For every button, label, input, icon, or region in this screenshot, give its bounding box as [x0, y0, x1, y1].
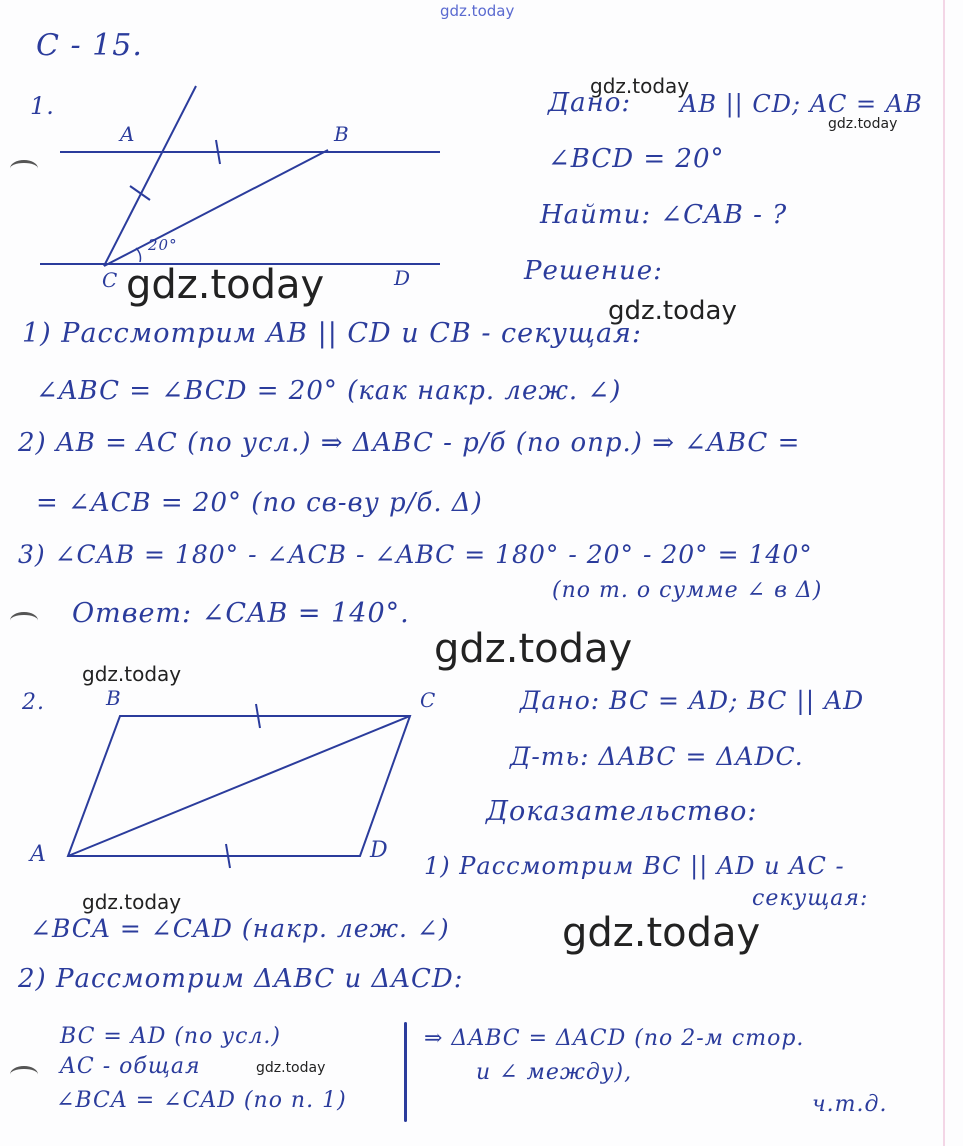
proof-condition: AC - общая [60, 1054, 201, 1079]
label-point-a: A [30, 842, 47, 867]
proof-step: 2) Рассмотрим ΔABC и ΔACD: [18, 964, 464, 994]
page-header: С - 15. [36, 28, 143, 63]
proof-step: 1) Рассмотрим BC || AD и AC - [424, 852, 845, 880]
given-line: AB || CD; AC = AB [680, 90, 923, 118]
given-line: ∠BCD = 20° [548, 144, 725, 174]
solution-step: (по т. о сумме ∠ в Δ) [552, 578, 823, 603]
watermark: gdz.today [256, 1060, 326, 1076]
watermark: gdz.today [126, 262, 325, 308]
solution-step: 3) ∠CAB = 180° - ∠ACB - ∠ABC = 180° - 20° - 20° = 140° [18, 540, 813, 569]
label-point-b: B [106, 686, 122, 710]
label-point-c: C [102, 268, 119, 292]
label-point-d: D [394, 266, 412, 290]
watermark: gdz.today [82, 662, 182, 686]
label-point-a: A [120, 122, 136, 146]
solution-step: ∠ABC = ∠BCD = 20° (как накр. леж. ∠) [36, 376, 622, 406]
proof-step: секущая: [752, 886, 869, 911]
watermark: gdz.today [82, 890, 182, 914]
problem-number: 1. [30, 92, 55, 120]
watermark: gdz.today [608, 296, 737, 326]
label-point-b: B [334, 122, 350, 146]
label-point-c: C [420, 688, 437, 712]
watermark: gdz.today [440, 2, 515, 20]
label-point-d: D [370, 838, 389, 863]
solution-title: Решение: [524, 256, 663, 286]
proof-conclusion: ⇒ ΔABC = ΔACD (по 2-м стор. [424, 1026, 805, 1051]
proof-step: ∠BCA = ∠CAD (накр. леж. ∠) [30, 914, 450, 943]
given-line: Дано: BC = AD; BC || AD [520, 686, 865, 715]
proof-condition: BC = AD (по усл.) [60, 1024, 282, 1049]
watermark: gdz.today [828, 116, 898, 132]
brace [404, 1022, 407, 1122]
find-line: Найти: ∠CAB - ? [540, 200, 788, 230]
qed: ч.т.д. [812, 1092, 888, 1117]
prove-line: Д-ть: ΔABC = ΔADC. [510, 742, 804, 771]
problem-number: 2. [22, 690, 45, 715]
given-title: Дано: [548, 88, 632, 118]
proof-conclusion: и ∠ между), [476, 1060, 633, 1085]
watermark: gdz.today [590, 74, 690, 98]
proof-condition: ∠BCA = ∠CAD (по п. 1) [56, 1088, 347, 1113]
proof-title: Доказательство: [486, 796, 758, 827]
answer: Ответ: ∠CAB = 140°. [72, 598, 410, 629]
watermark: gdz.today [434, 626, 633, 672]
label-angle: 20° [148, 236, 178, 254]
solution-step: 1) Рассмотрим AB || CD и CB - секущая: [22, 318, 643, 349]
solution-step: = ∠ACB = 20° (по св-ву р/б. Δ) [36, 488, 483, 518]
watermark: gdz.today [562, 910, 761, 956]
solution-step: 2) AB = AC (по усл.) ⇒ ΔABC - р/б (по опр.) ⇒ ∠ABC = [18, 428, 801, 458]
